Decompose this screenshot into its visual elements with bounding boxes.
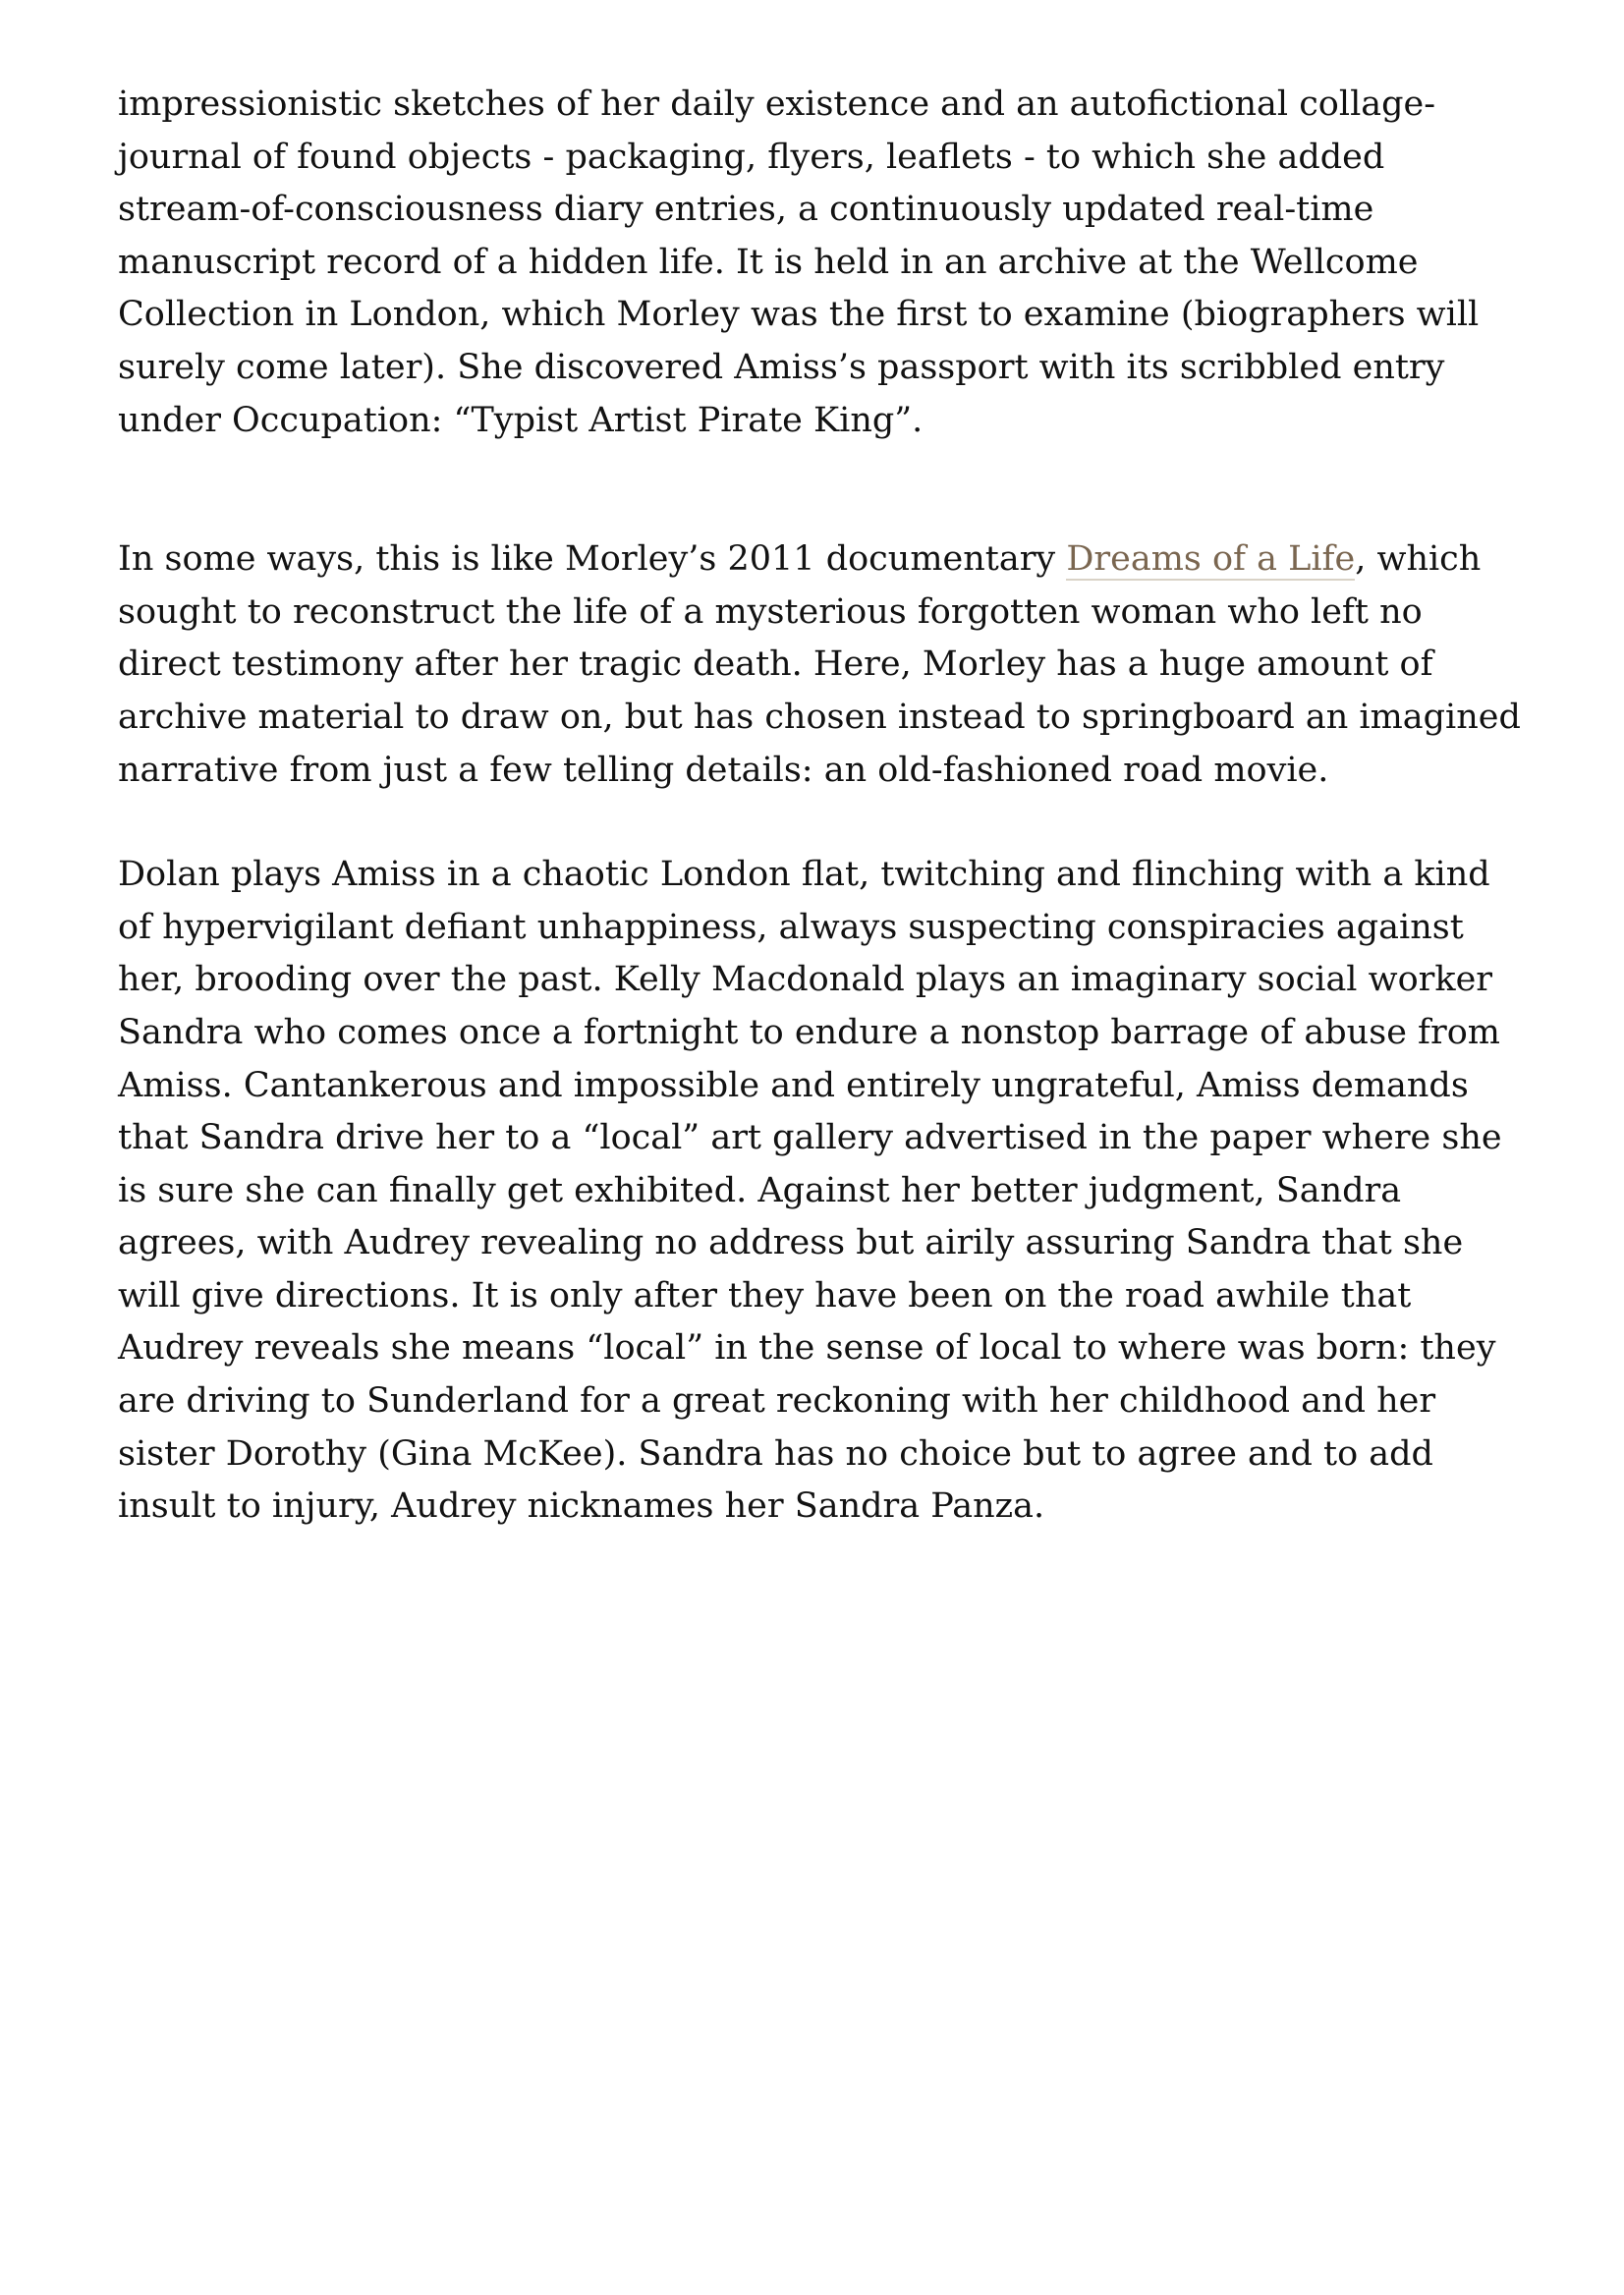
paragraph-plot: Dolan plays Amiss in a chaotic London flat, twitching and flinching with a kind of hypervigilant defiant unhappiness, always suspecting conspiracies against her, brooding over the past. Kelly Macdonald plays an imaginary social worker Sandra who comes once a fortnight to endure a nonstop barrage of abuse from Amiss. Cantankerous and impossible and entirely ungrateful, Amiss demands that Sandra drive her to a “local” art gallery advertised in the paper where she is sure she can finally get exhibited. Against her better judgment, Sandra agrees, with Audrey revealing no address but airily assuring Sandra that she will give directions. It is only after they have been on the road awhile that Audrey reveals she means “local” in the sense of local to where was born: they are driving to Sunderland for a great reckoning with her childhood and her sister Dorothy (Gina McKee). Sandra has no choice but to agree and to add insult to injury, Audrey nicknames her Sandra Panza.	[118, 855, 1502, 1527]
article-body	[118, 79, 1523, 1534]
paragraph-text-after-link: , which sought to reconstruct the life of a mysterious forgotten woman who left no direct testimony after her tragic death. Here, Morley has a huge amount of archive material to draw on, but has chosen instead to springboard an imagined narrative from just a few telling details: an old-fashioned road movie.	[118, 539, 1521, 790]
paragraph-text-before-link: In some ways, this is like Morley’s 2011 documentary	[118, 539, 1067, 580]
paragraph-archive: impressionistic sketches of her daily existence and an autofictional collage-journal of found objects - packaging, flyers, leaflets - to which she added stream-of-consciousness diary entries, a continuously updated real-time manuscript record of a hidden life. It is held in an archive at the Wellcome Collection in London, which Morley was the first to examine (biographers will surely come later). She discovered Amiss’s passport with its scribbled entry under Occupation: “Typist Artist Pirate King”.	[118, 84, 1480, 440]
paragraph-dreams-of-a-life	[118, 533, 1523, 797]
dreams-of-a-life-link[interactable]: Dreams of a Life	[1066, 539, 1356, 580]
